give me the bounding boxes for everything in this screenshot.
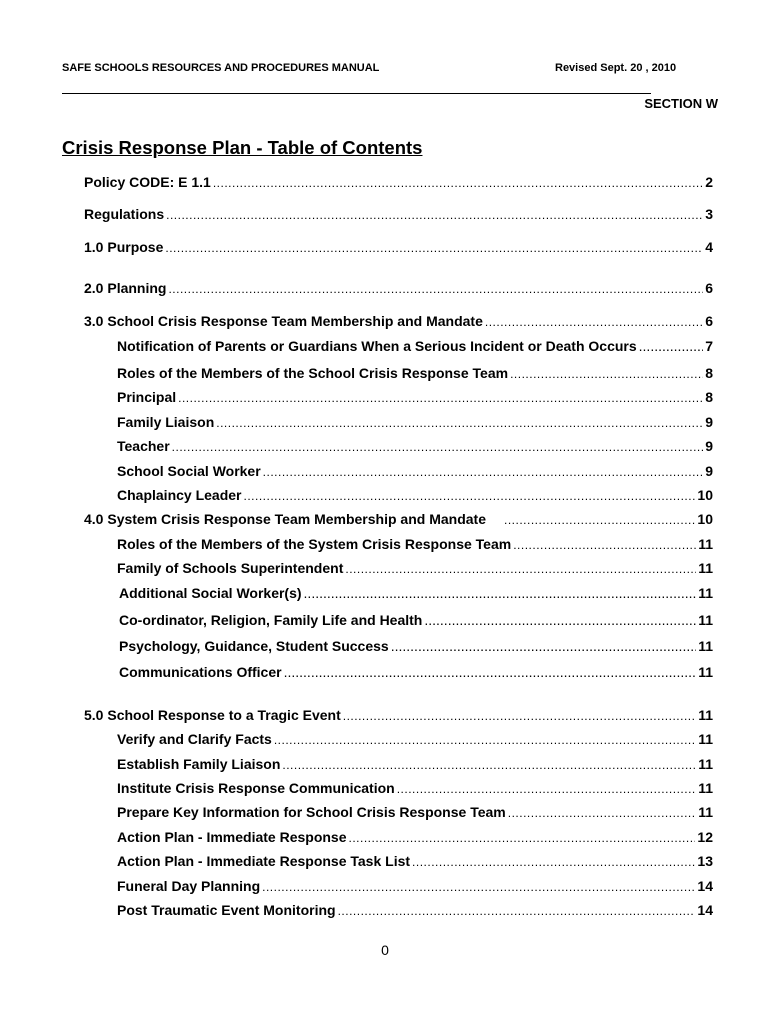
leader-dots	[397, 779, 696, 798]
toc-entry-label: Post Traumatic Event Monitoring	[117, 902, 336, 918]
page-title: Crisis Response Plan - Table of Contents	[62, 137, 423, 158]
toc-entry[interactable]	[117, 729, 713, 749]
toc-entry[interactable]	[84, 204, 713, 224]
toc-entry-page: 14	[697, 902, 713, 918]
toc-entry[interactable]	[117, 534, 713, 554]
leader-dots	[166, 205, 703, 224]
leader-dots	[343, 706, 696, 725]
toc-entry[interactable]	[117, 900, 713, 920]
toc-entry[interactable]	[84, 509, 713, 529]
toc-entry-label: Roles of the Members of the System Crisis Response Team	[117, 536, 512, 552]
toc-entry[interactable]	[117, 461, 713, 481]
toc-entry-page: 7	[705, 338, 713, 354]
toc-entry[interactable]	[117, 485, 713, 505]
leader-dots	[485, 312, 703, 331]
toc-entry-page: 11	[698, 612, 713, 628]
toc-entry-label: Roles of the Members of the School Crisis Response Team	[117, 365, 509, 381]
toc-entry-label: Teacher	[117, 438, 170, 454]
leader-dots	[391, 636, 696, 656]
toc-entry-page: 12	[697, 829, 713, 845]
toc-entry-label: 2.0 Planning	[84, 280, 167, 296]
toc-entry[interactable]	[117, 436, 713, 456]
leader-dots	[508, 803, 696, 822]
toc-entry-page: 6	[705, 313, 713, 329]
toc-entry[interactable]	[119, 636, 713, 656]
toc-entry-label: 1.0 Purpose	[84, 239, 164, 255]
leader-dots	[216, 413, 703, 432]
leader-dots	[345, 559, 696, 578]
toc-entry-page: 9	[705, 414, 713, 430]
toc-entry-label: School Social Worker	[117, 463, 261, 479]
toc-entry-label: 3.0 School Crisis Response Team Membership and Mandate	[84, 313, 483, 329]
toc-entry[interactable]	[117, 412, 713, 432]
toc-entry-label: Chaplaincy Leader	[117, 487, 242, 503]
toc-entry-page: 9	[705, 438, 713, 454]
toc-entry[interactable]	[84, 278, 713, 298]
toc-entry-page: 11	[698, 804, 713, 820]
leader-dots	[510, 364, 703, 383]
toc-entry-page: 11	[698, 560, 713, 576]
leader-dots	[504, 510, 695, 529]
toc-entry-page: 8	[705, 365, 713, 381]
toc-entry-page: 11	[698, 731, 713, 747]
leader-dots	[213, 173, 703, 192]
toc-entry[interactable]	[119, 662, 713, 682]
toc-entry-label: Principal	[117, 389, 177, 405]
toc-entry-label: Funeral Day Planning	[117, 878, 261, 894]
leader-dots	[244, 486, 696, 505]
leader-dots	[349, 828, 696, 847]
toc-entry-page: 11	[698, 664, 713, 680]
leader-dots	[178, 388, 703, 407]
toc-entry-label: Institute Crisis Response Communication	[117, 780, 395, 796]
toc-entry-page: 13	[697, 853, 713, 869]
toc-entry-label: Action Plan - Immediate Response Task List	[117, 853, 411, 869]
toc-entry-page: 2	[705, 174, 713, 190]
leader-dots	[284, 662, 697, 682]
leader-dots	[263, 462, 704, 481]
toc-entry-label: Prepare Key Information for School Crisis Response Team	[117, 804, 506, 820]
toc-entry-label: Action Plan - Immediate Response	[117, 829, 347, 845]
toc-entry-label: Additional Social Worker(s)	[119, 585, 302, 601]
toc-entry-page: 3	[705, 206, 713, 222]
section-label: SECTION W	[644, 96, 718, 111]
leader-dots	[412, 852, 695, 871]
toc-entry[interactable]	[117, 558, 713, 578]
toc-entry-label: Policy CODE: E 1.1	[84, 174, 211, 190]
toc-entry-label: 4.0 System Crisis Response Team Membership and Mandate	[84, 511, 486, 527]
toc-entry-page: 8	[705, 389, 713, 405]
header-manual-title: SAFE SCHOOLS RESOURCES AND PROCEDURES MANUAL	[62, 62, 380, 74]
toc-entry-label: Regulations	[84, 206, 165, 222]
toc-entry[interactable]	[119, 583, 713, 603]
toc-entry[interactable]	[117, 802, 713, 822]
toc-entry-label: Communications Officer	[119, 664, 282, 680]
leader-dots	[262, 877, 695, 896]
toc-entry[interactable]	[117, 387, 713, 407]
toc-entry-label: Establish Family Liaison	[117, 756, 281, 772]
toc-entry-label: Verify and Clarify Facts	[117, 731, 272, 747]
leader-dots	[424, 610, 696, 630]
toc-entry-page: 6	[705, 280, 713, 296]
toc-entry-page: 9	[705, 463, 713, 479]
toc-entry-label: Family of Schools Superintendent	[117, 560, 344, 576]
toc-entry-label: Family Liaison	[117, 414, 215, 430]
toc-entry-page: 4	[705, 239, 713, 255]
leader-dots	[165, 238, 703, 257]
toc-entry-page: 10	[697, 487, 713, 503]
toc-entry-page: 11	[698, 780, 713, 796]
leader-dots	[282, 755, 696, 774]
toc-entry[interactable]	[117, 363, 713, 383]
toc-entry-page: 11	[698, 585, 713, 601]
toc-entry-page: 11	[698, 536, 713, 552]
leader-dots	[304, 583, 697, 603]
toc-entry[interactable]	[117, 876, 713, 896]
header-divider	[62, 93, 651, 94]
toc-entry[interactable]	[84, 311, 713, 331]
page-number: 0	[381, 942, 389, 958]
toc-entry-label: 5.0 School Response to a Tragic Event	[84, 707, 341, 723]
toc-entry[interactable]	[84, 172, 713, 192]
toc-entry-page: 11	[698, 707, 713, 723]
toc-entry[interactable]	[84, 705, 713, 725]
toc-entry[interactable]	[117, 827, 713, 847]
toc-entry-page: 10	[697, 511, 713, 527]
toc-entry[interactable]	[84, 237, 713, 257]
toc-entry-label: Co-ordinator, Religion, Family Life and Health	[119, 612, 423, 628]
toc-entry-page: 11	[698, 638, 713, 654]
leader-dots	[513, 535, 696, 554]
leader-dots	[168, 279, 703, 298]
toc-entry[interactable]	[117, 778, 713, 798]
leader-dots	[639, 336, 704, 356]
header-revision-date: Revised Sept. 20 , 2010	[555, 62, 677, 74]
leader-dots	[274, 730, 696, 749]
toc-entry-label: Psychology, Guidance, Student Success	[119, 638, 389, 654]
leader-dots	[172, 437, 704, 456]
toc-entry-page: 11	[698, 756, 713, 772]
toc-entry[interactable]	[117, 754, 713, 774]
toc-entry[interactable]	[117, 336, 713, 356]
toc-entry[interactable]	[119, 610, 713, 630]
toc-entry-page: 14	[697, 878, 713, 894]
leader-dots	[338, 901, 696, 920]
toc-entry[interactable]	[117, 851, 713, 871]
toc-entry-label: Notification of Parents or Guardians When a Serious Incident or Death Occurs	[117, 338, 637, 354]
